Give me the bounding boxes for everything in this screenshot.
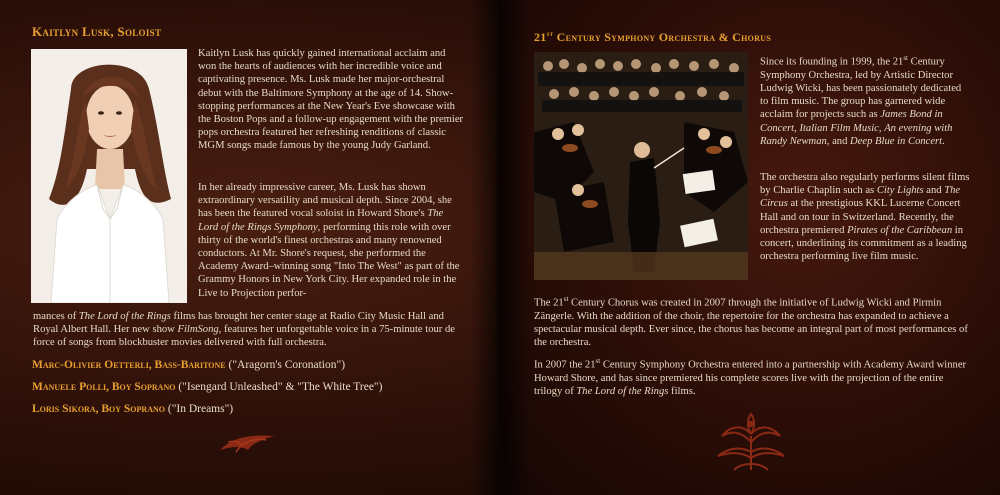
soloist-bio-paragraph-3 [33, 310, 465, 350]
performer-name: Manuele Polli, Boy Soprano [32, 381, 176, 393]
leaf-ornament-icon [218, 428, 276, 456]
work-title: The Lord of the Rings [78, 311, 171, 322]
performer-name: Marc-Olivier Oetterli, Bass-Baritone [32, 359, 226, 371]
partnership-paragraph [534, 355, 970, 398]
heading-sup: st [546, 30, 554, 38]
heading-text: Century Symphony Orchestra & Chorus [556, 30, 772, 44]
credit-line [32, 359, 345, 371]
text-span: . [942, 135, 945, 147]
performer-role: ("In Dreams") [167, 403, 234, 415]
credit-line [32, 381, 382, 393]
soloist-photo [31, 49, 187, 303]
work-title: The Lord of the Rings [576, 385, 669, 397]
credit-line [32, 403, 233, 415]
bio-text: Kaitlyn Lusk has quickly gained international acclaim and won the hearts of audiences with her incredible voice and captivating presence. Ms. Lusk made her major-orchestral debut with the Baltimore Symphony at the age of 14. Show-stopping performances at the New Year's Eve showcase with the Boston Pops and a follow-up engagement with the premier pops orchestra featured her refreshing renditions of classic MGM songs made famous by the young Judy Garland. [198, 48, 464, 152]
orchestra-text-2 [760, 171, 970, 263]
text-span: Century Symphony Orchestra, led by Artistic Director Ludwig Wicki, has been passionately dedicated to film music. The group has garnered wide acclaim for projects such as [760, 56, 962, 121]
soloist-bio-paragraph-1 [198, 47, 464, 153]
heading-number: 21 [534, 30, 547, 44]
text-span: The 21 [534, 297, 564, 309]
page-gutter [470, 0, 530, 495]
project-title: An evening with Randy Newman [760, 122, 953, 147]
orchestra-photo [534, 52, 748, 280]
performer-role: ("Aragorn's Coronation") [228, 359, 346, 371]
text-span: Since its founding in 1999, the 21 [760, 56, 904, 68]
text-span: at the prestigious KKL Lucerne Concert Hall and on tour in Switzerland. Recently, the orchestra premiered [760, 198, 961, 236]
soloist-bio-paragraph-2 [198, 181, 464, 300]
bio-text-span: mances of [33, 311, 79, 322]
project-title: Deep Blue in Concert [850, 135, 943, 147]
film-title: City Lights [876, 185, 924, 197]
portrait-photo-icon [31, 49, 187, 303]
orchestra-heading [534, 30, 771, 45]
text-sup: st [903, 54, 908, 62]
text-span: films. [668, 385, 696, 397]
bio-text-span: films has brought her center stage at Radio City Music Hall and Royal Albert Hall. Her new show [33, 311, 444, 336]
text-span: Century Symphony Orchestra entered into a partnership with Academy Award winner Howard Shore, and has since premiered his complete scores live with the projection of the entire trilogy of [534, 359, 967, 397]
performer-name: Loris Sikora, Boy Soprano [32, 403, 165, 415]
soloist-heading: Kaitlyn Lusk, Soloist [32, 24, 162, 39]
text-span: , and [826, 135, 851, 147]
text-sup: st [595, 357, 601, 365]
bio-text-span: In her already impressive career, Ms. Lusk has shown extraordinary versatility and musical depth. Since 2004, she has been the featured vocal soloist in Howard Shore's [198, 182, 452, 220]
bio-text-2 [198, 181, 464, 300]
text-span: in concert, underlining its commitment as a leading orchestra performing live film music. [760, 224, 967, 263]
text-span: , [878, 122, 885, 134]
partnership-text [534, 355, 970, 398]
text-span: , [794, 122, 800, 134]
bio-text-span: , performing this role with over thirty of the world's finest orchestras and many renowned conductors. At Mr. Shore's request, she performed the Academy Award–winning song "Into The West" as part of the Grammy Honors in New York City. Her expanded role in the Live to Projection perfor- [198, 221, 460, 299]
text-span: The orchestra also regularly performs silent films by Charlie Chaplin such as [760, 172, 970, 197]
text-span: Century Chorus was created in 2007 through the initiative of Ludwig Wicki and Pirmin Zängerle. With the addition of the choir, the repertoire for the orchestra has expanded to achieve a spectacular musical depth. Ever since, the chorus has become an integral part of most performances of the orchestra. [534, 297, 968, 349]
performer-role: ("Isengard Unleashed" & "The White Tree") [178, 381, 383, 393]
work-title: The Lord of the Rings Symphony [198, 208, 444, 233]
orchestra-concert-photo-icon [534, 52, 748, 280]
chorus-text [534, 293, 970, 349]
project-title: Italian Film Music [799, 122, 879, 134]
chorus-paragraph [534, 293, 970, 349]
orchestra-paragraph-2 [760, 171, 970, 263]
bio-text-3 [33, 310, 465, 350]
orchestra-paragraph-1 [760, 52, 970, 148]
project-title: James Bond in Concert [760, 109, 943, 134]
text-sup: st [563, 295, 569, 303]
film-title: Pirates of the Caribbean [847, 224, 953, 236]
tree-emblem-icon [714, 412, 788, 474]
film-title: The Circus [760, 185, 961, 210]
text-span: and [923, 185, 945, 197]
show-title: FilmSong [177, 324, 219, 336]
bio-text-span: , features her unforgettable voice in a 75-minute tour de force of songs from blockbuster movies delivered with full orchestra. [33, 324, 455, 349]
orchestra-text-1 [760, 52, 970, 148]
text-span: In 2007 the 21 [534, 359, 596, 371]
